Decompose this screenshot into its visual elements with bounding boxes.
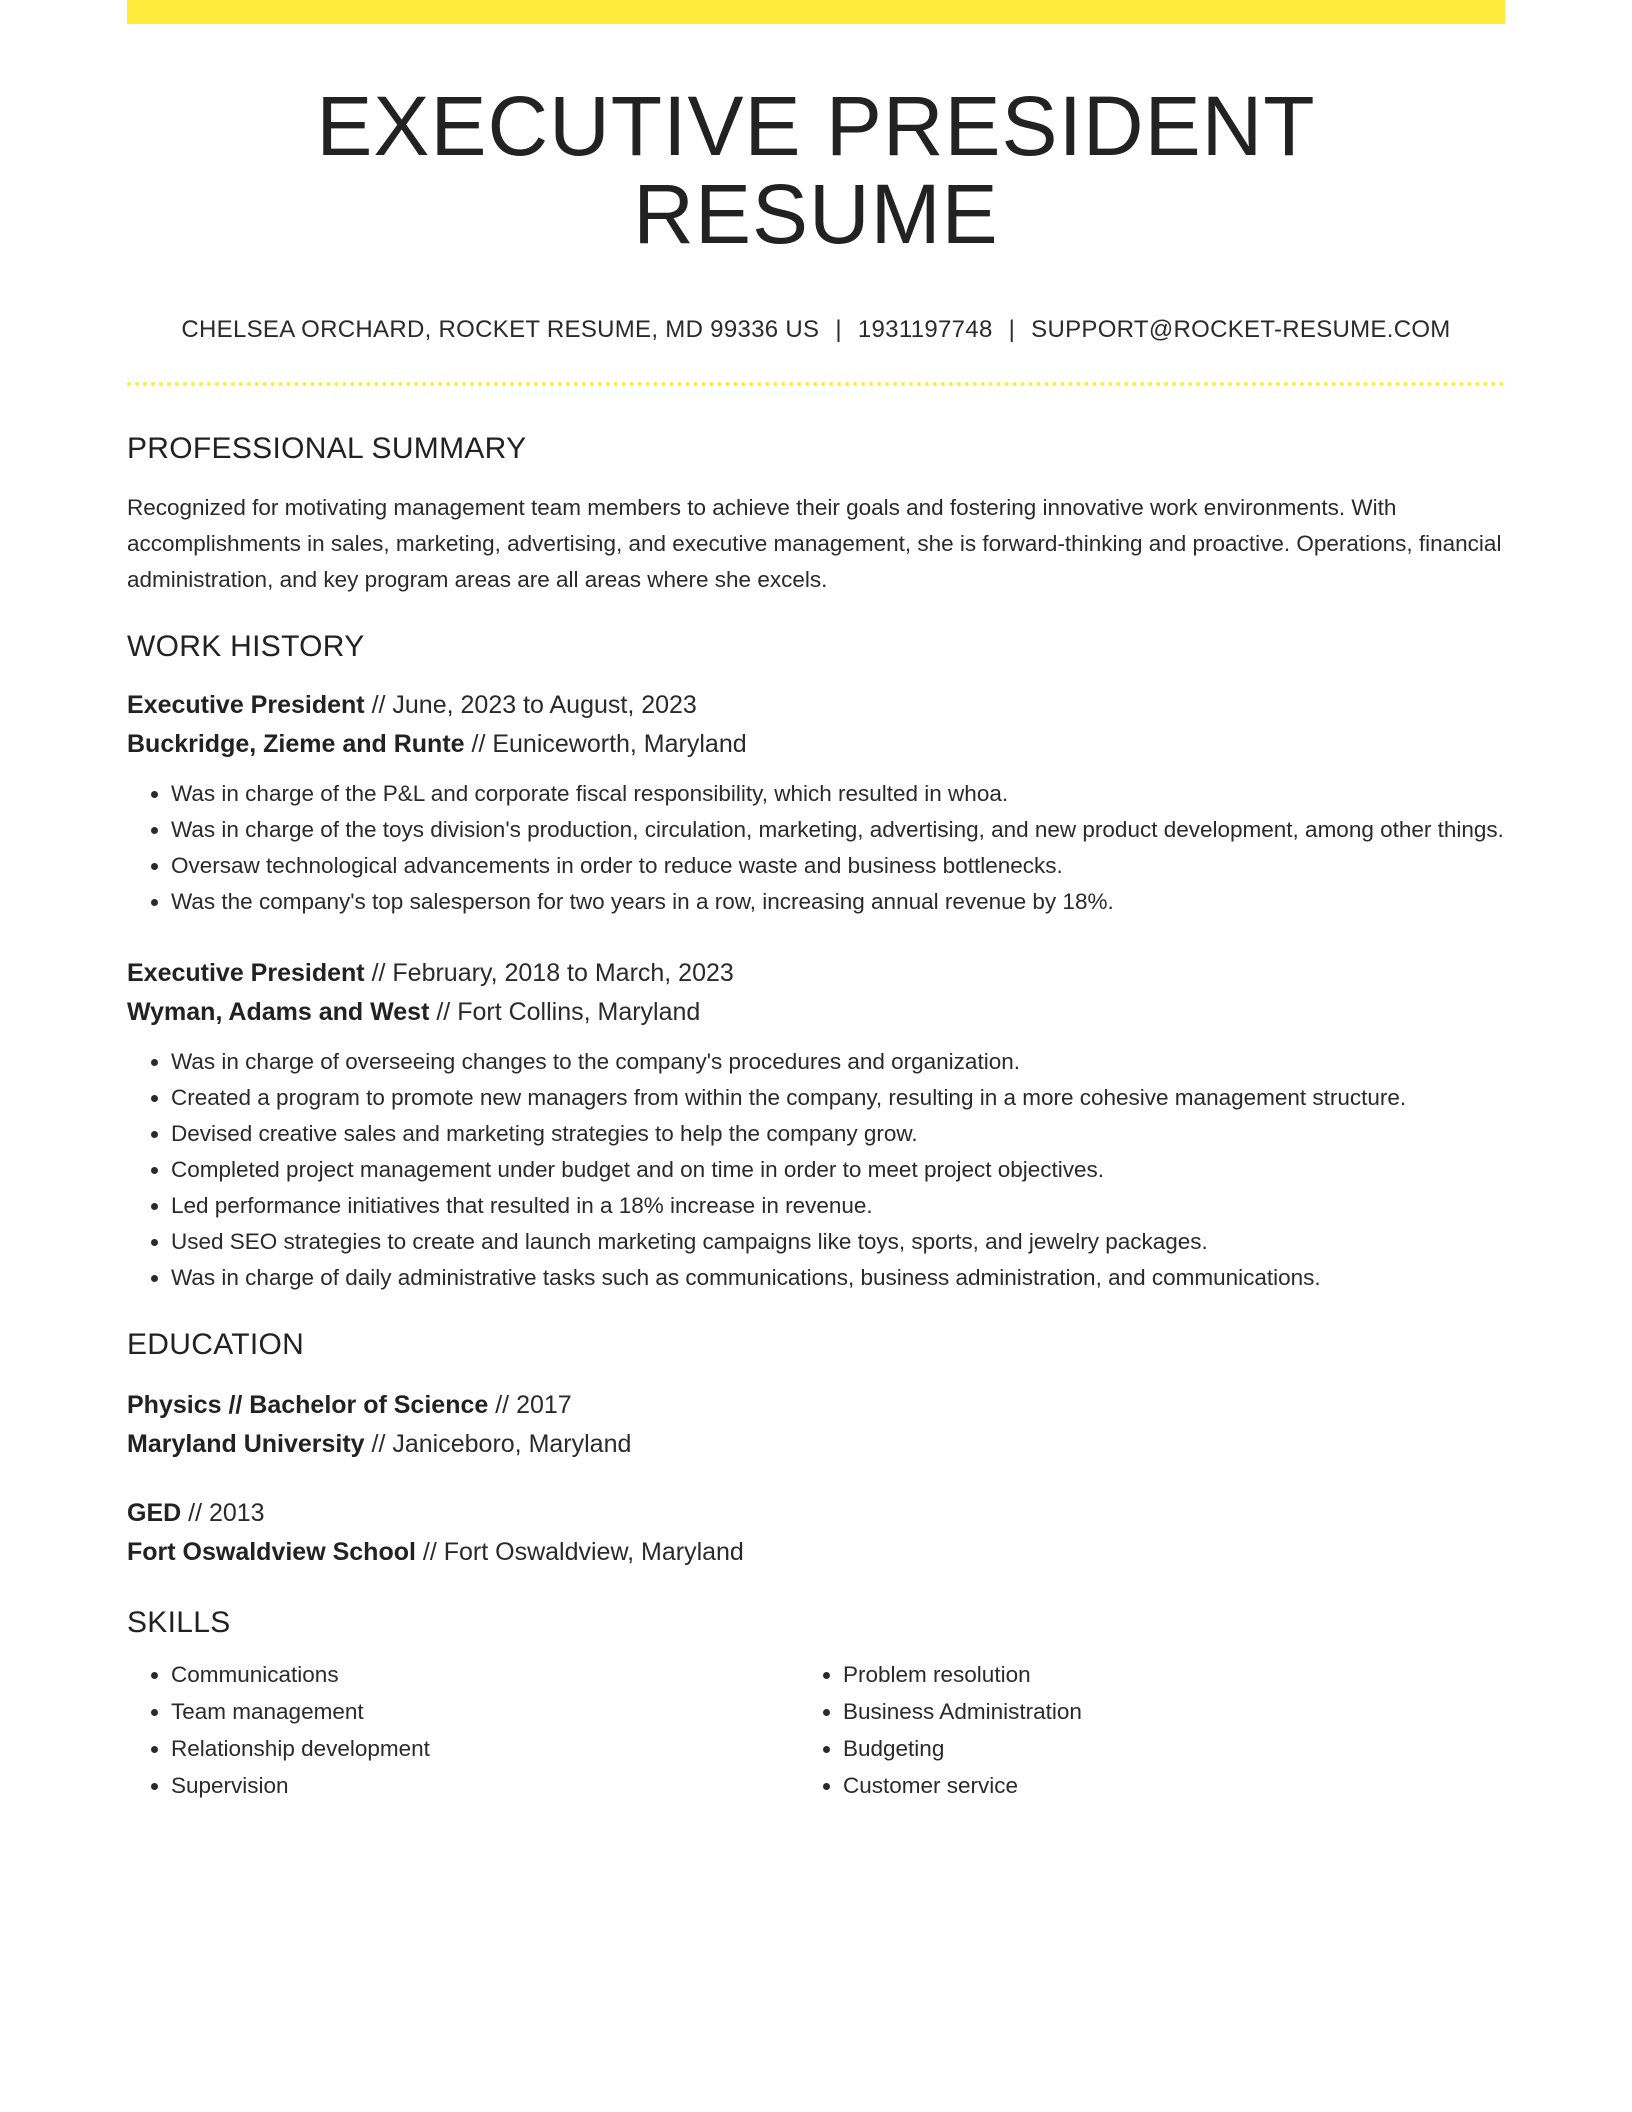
dotted-divider	[127, 382, 1505, 386]
accent-top-bar	[127, 0, 1505, 24]
summary-heading: PROFESSIONAL SUMMARY	[127, 432, 527, 466]
list-item: • Used SEO strategies to create and launch marketing campaigns like toys, sports, and jewelry packages.	[171, 1224, 1505, 1260]
job-title: Executive President	[127, 959, 365, 988]
list-item: • Was in charge of the P&L and corporate fiscal responsibility, which resulted in whoa.	[171, 776, 1505, 812]
education-location: // Fort Oswaldview, Maryland	[415, 1538, 744, 1567]
skill-item: • Problem resolution	[843, 1656, 1471, 1693]
education-year: // 2013	[181, 1499, 265, 1528]
job-company-line	[127, 725, 1505, 764]
list-item: • Was the company's top salesperson for two years in a row, increasing annual revenue by 18%.	[171, 884, 1505, 920]
job-title-line	[127, 954, 1505, 993]
education-school-line	[127, 1425, 1505, 1464]
list-item: • Led performance initiatives that resulted in a 18% increase in revenue.	[171, 1188, 1505, 1224]
contact-line	[127, 316, 1505, 344]
job-company: Wyman, Adams and West	[127, 998, 430, 1027]
education-degree-line	[127, 1494, 1505, 1533]
skills-columns	[127, 1656, 1505, 1804]
job-dates: // February, 2018 to March, 2023	[364, 959, 734, 988]
education-entry	[127, 1386, 1505, 1464]
job-bullets	[127, 1044, 1505, 1296]
job-bullets	[127, 776, 1505, 920]
contact-email: SUPPORT@ROCKET-RESUME.COM	[1031, 316, 1451, 344]
contact-separator: |	[835, 316, 842, 344]
skill-item: • Customer service	[843, 1767, 1471, 1804]
job-company: Buckridge, Zieme and Runte	[127, 730, 465, 759]
skill-item: • Business Administration	[843, 1693, 1471, 1730]
skill-item: • Supervision	[171, 1767, 799, 1804]
skill-item: • Communications	[171, 1656, 799, 1693]
job-location: // Fort Collins, Maryland	[429, 998, 701, 1027]
education-school: Fort Oswaldview School	[127, 1538, 416, 1567]
list-item: • Created a program to promote new managers from within the company, resulting in a more cohesive management structure.	[171, 1080, 1505, 1116]
list-item: • Oversaw technological advancements in order to reduce waste and business bottlenecks.	[171, 848, 1505, 884]
job-entry	[127, 954, 1505, 1296]
work-history-heading: WORK HISTORY	[127, 630, 365, 664]
skills-list-right	[799, 1656, 1471, 1804]
education-school-line	[127, 1533, 1505, 1572]
contact-separator: |	[1008, 316, 1016, 344]
contact-address: CHELSEA ORCHARD, ROCKET RESUME, MD 99336 US	[181, 316, 820, 344]
job-company-line	[127, 993, 1505, 1032]
education-entry	[127, 1494, 1505, 1572]
skill-item: • Relationship development	[171, 1730, 799, 1767]
skill-item: • Team management	[171, 1693, 799, 1730]
resume-page	[127, 0, 1505, 1804]
education-year: // 2017	[488, 1391, 572, 1420]
skills-heading: SKILLS	[127, 1606, 231, 1640]
list-item: • Was in charge of daily administrative tasks such as communications, business administration, and communications.	[171, 1260, 1505, 1296]
list-item: • Was in charge of the toys division's production, circulation, marketing, advertising, and new product development, among other things.	[171, 812, 1505, 848]
skill-item: • Budgeting	[843, 1730, 1471, 1767]
education-degree-line	[127, 1386, 1505, 1425]
skills-list-left	[127, 1656, 799, 1804]
education-location: // Janiceboro, Maryland	[364, 1430, 632, 1459]
job-location: // Euniceworth, Maryland	[464, 730, 747, 759]
summary-text: Recognized for motivating management team members to achieve their goals and fostering innovative work environments. With accomplishments in sales, marketing, advertising, and executive management, she is forward-thinking and proactive. Operations, financial administration, and key program areas are all areas where she excels.	[127, 495, 1502, 593]
resume-title: EXECUTIVE PRESIDENT RESUME	[316, 79, 1316, 262]
job-title-line	[127, 686, 1505, 725]
education-school: Maryland University	[127, 1430, 365, 1459]
list-item: • Devised creative sales and marketing strategies to help the company grow.	[171, 1116, 1505, 1152]
job-title: Executive President	[127, 691, 365, 720]
job-dates: // June, 2023 to August, 2023	[364, 691, 697, 720]
education-heading: EDUCATION	[127, 1328, 305, 1362]
list-item: • Completed project management under budget and on time in order to meet project objectives.	[171, 1152, 1505, 1188]
education-degree: Physics // Bachelor of Science	[127, 1391, 489, 1420]
list-item: • Was in charge of overseeing changes to the company's procedures and organization.	[171, 1044, 1505, 1080]
contact-phone: 1931197748	[857, 316, 993, 344]
job-entry	[127, 686, 1505, 920]
education-degree: GED	[127, 1499, 182, 1528]
